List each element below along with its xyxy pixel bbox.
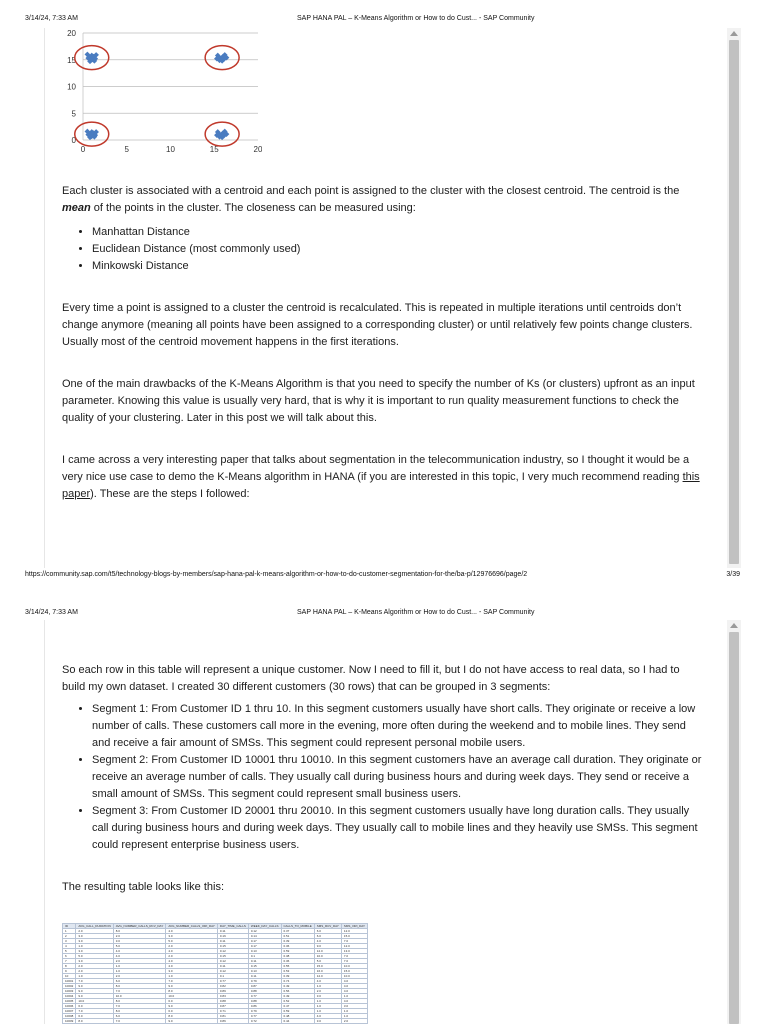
table-header-cell: AVG_CALL_DURATION xyxy=(76,924,113,929)
print-title: SAP HANA PAL – K-Means Algorithm or How to do Cust... - SAP Community xyxy=(297,609,535,616)
table-header-cell: AVG_NUMBER_CALLS_RCV_DAY xyxy=(113,924,166,929)
text-run: Each cluster is associated with a centroid and each point is assigned to the cluster with the closest centroid. The centroid is the xyxy=(62,185,680,197)
table-cell: 1.0 xyxy=(314,999,341,1004)
list-item: • Euclidean Distance (most commonly used) xyxy=(92,241,702,258)
paragraph-centroid xyxy=(62,183,702,217)
table-cell: 0.82 xyxy=(217,984,248,989)
table-cell: 0.86 xyxy=(217,1019,248,1024)
table-cell: 1.0 xyxy=(341,994,367,999)
y-tick-label: 5 xyxy=(71,109,76,119)
customer-data-table xyxy=(62,923,368,1024)
table-cell: 10.0 xyxy=(341,974,367,979)
print-title: SAP HANA PAL – K-Means Algorithm or How to do Cust... - SAP Community xyxy=(297,15,535,22)
table-cell: 0.17 xyxy=(248,944,281,949)
table-cell: 3.0 xyxy=(113,939,166,944)
table-cell: 0.52 xyxy=(281,999,314,1004)
table-cell: 7.0 xyxy=(113,1019,166,1024)
table-cell: 0.12 xyxy=(217,949,248,954)
list-item: • Segment 2: From Customer ID 10001 thru 10010. In this segment customers have an average call duration. They originate or receive an average number of calls. They usually call during business hours and during week days. They send or receive a small amount of SMSs. This segment could represent small business users. xyxy=(92,752,702,803)
table-cell: 10.0 xyxy=(166,994,218,999)
table-cell: 0.47 xyxy=(281,1004,314,1009)
table-cell: 1.0 xyxy=(314,1009,341,1014)
list-item: • Segment 1: From Customer ID 1 thru 10. In this segment customers usually have short calls. They originate or receive a low number of calls. These customers call more in the evening, more often during the weekend and to mobile lines. They send and receive a fair amount of SMSs. This segment could represent personal mobile users. xyxy=(92,701,702,752)
x-tick-label: 20 xyxy=(253,145,262,154)
table-cell: 4.0 xyxy=(341,989,367,994)
y-tick-label: 10 xyxy=(67,82,76,92)
table-header-cell: SMS_ORI_DAY xyxy=(341,924,367,929)
table-cell: 1.0 xyxy=(314,1004,341,1009)
table-cell: 10008 xyxy=(63,1014,76,1019)
table-cell: 0.88 xyxy=(248,989,281,994)
table-cell: 4.0 xyxy=(166,949,218,954)
table-cell: 5.0 xyxy=(166,939,218,944)
table-cell: 4.0 xyxy=(166,959,218,964)
table-cell: 0.15 xyxy=(217,944,248,949)
article-card-edge xyxy=(44,28,45,568)
table-cell: 0.36 xyxy=(281,959,314,964)
table-cell: 0.77 xyxy=(248,1014,281,1019)
table-cell: 0.44 xyxy=(281,1019,314,1024)
table-header-cell: CALLS_TO_MOBILE xyxy=(281,924,314,929)
table-cell: 8.0 xyxy=(166,1014,218,1019)
table-cell: 0.86 xyxy=(248,1004,281,1009)
table-cell: 0.59 xyxy=(281,1009,314,1014)
table-cell: 0.71 xyxy=(217,1009,248,1014)
scrollbar[interactable] xyxy=(727,28,741,568)
table-cell: 0.12 xyxy=(217,969,248,974)
table-cell: 0.16 xyxy=(217,934,248,939)
table-cell: 5.0 xyxy=(76,954,113,959)
table-cell: 7.0 xyxy=(113,1004,166,1009)
table-cell: 0.11 xyxy=(217,929,248,934)
table-cell: 10009 xyxy=(63,1019,76,1024)
table-cell: 2.0 xyxy=(76,929,113,934)
table-cell: 1 xyxy=(63,929,76,934)
scroll-up-arrow-icon[interactable] xyxy=(730,31,738,36)
paragraph-paper xyxy=(62,452,702,503)
x-tick-label: 5 xyxy=(124,145,129,154)
print-header-1 xyxy=(0,12,768,26)
print-datetime: 3/14/24, 7:33 AM xyxy=(25,15,78,22)
kmeans-scatter-chart xyxy=(62,26,262,156)
table-cell: 0.1 xyxy=(248,954,281,959)
table-cell: 10003 xyxy=(63,989,76,994)
table-cell: 3.0 xyxy=(341,1004,367,1009)
table-cell: 8.0 xyxy=(76,1019,113,1024)
table-cell: 7.0 xyxy=(76,1009,113,1014)
table-cell: 0.72 xyxy=(248,1019,281,1024)
table-cell: 12.0 xyxy=(341,929,367,934)
table-cell: 0.88 xyxy=(248,999,281,1004)
list-item: • Segment 3: From Customer ID 20001 thru 20010. In this segment customers usually have long duration calls. They usually call during business hours and during week days. They usually call to mobile lines and they heavily use SMSs. This segment could represent enterprise business users. xyxy=(92,803,702,854)
table-cell: 6.0 xyxy=(166,1009,218,1014)
table-cell: 0.39 xyxy=(281,939,314,944)
table-cell: 3.0 xyxy=(166,934,218,939)
table-cell: 6.0 xyxy=(76,1004,113,1009)
table-cell: 0.79 xyxy=(248,1009,281,1014)
table-cell: 8 xyxy=(63,964,76,969)
table-header-cell: WEEK_DAY_CALLS xyxy=(248,924,281,929)
table-cell: 0.77 xyxy=(248,994,281,999)
table-header-cell: DAY_TIME_CALLS xyxy=(217,924,248,929)
table-cell: 10.0 xyxy=(341,964,367,969)
table-cell: 2.0 xyxy=(113,974,166,979)
table-cell: 10.0 xyxy=(113,994,166,999)
table-cell: 0.89 xyxy=(217,989,248,994)
table-header-cell: ID xyxy=(63,924,76,929)
table-cell: 4.0 xyxy=(314,1014,341,1019)
table-cell: 0.55 xyxy=(281,964,314,969)
table-cell: 4.0 xyxy=(314,979,341,984)
x-tick-label: 15 xyxy=(209,145,219,154)
table-cell: 4.0 xyxy=(341,984,367,989)
print-url: https://community.sap.com/t5/technology-blogs-by-members/sap-hana-pal-k-means-algorithm-or-how-to-do-customer-segmentation-for-the/ba-p/12976696/page/2 xyxy=(25,571,528,578)
table-cell: 3.0 xyxy=(76,939,113,944)
table-cell: 10004 xyxy=(63,994,76,999)
paper-link[interactable]: this paper xyxy=(62,471,700,500)
table-cell: 15.0 xyxy=(341,969,367,974)
table-cell: 0.87 xyxy=(248,984,281,989)
print-datetime: 3/14/24, 7:33 AM xyxy=(25,609,78,616)
table-cell: 1.0 xyxy=(113,969,166,974)
table-cell: 12.0 xyxy=(314,949,341,954)
list-item: • Minkowski Distance xyxy=(92,258,702,275)
table-cell: 0.14 xyxy=(248,934,281,939)
table-cell: 1.0 xyxy=(341,1014,367,1019)
table-cell: 2.0 xyxy=(341,1019,367,1024)
print-footer-1 xyxy=(0,569,768,581)
table-cell: 3.0 xyxy=(76,934,113,939)
table-cell: 8.0 xyxy=(113,1009,166,1014)
table-cell: 0.12 xyxy=(217,959,248,964)
table-cell: 3.0 xyxy=(314,1019,341,1024)
y-tick-label: 20 xyxy=(67,29,76,38)
x-tick-label: 10 xyxy=(166,145,175,154)
table-cell: 9.0 xyxy=(166,1004,218,1009)
table-cell: 0.13 xyxy=(248,969,281,974)
table-header-cell: SMS_RCV_DAY xyxy=(314,924,341,929)
list-item: • Manhattan Distance xyxy=(92,224,702,241)
table-cell: 4.0 xyxy=(166,929,218,934)
table-cell: 0.1 xyxy=(217,974,248,979)
table-header-cell: AVG_NUMBER_CALLS_ORI_DAY xyxy=(166,924,218,929)
table-cell: 6 xyxy=(63,954,76,959)
table-cell: 0.15 xyxy=(217,954,248,959)
table-cell: 2.0 xyxy=(76,964,113,969)
table-cell: 2.0 xyxy=(166,944,218,949)
table-cell: 0.39 xyxy=(281,974,314,979)
table-cell: 10005 xyxy=(63,999,76,1004)
table-cell: 10.0 xyxy=(314,954,341,959)
table-cell: 7.0 xyxy=(76,979,113,984)
table-cell: 1.0 xyxy=(113,964,166,969)
table-cell: 15.0 xyxy=(341,934,367,939)
table-cell: 9.0 xyxy=(76,989,113,994)
print-header-2 xyxy=(0,606,768,620)
table-cell: 8.0 xyxy=(166,989,218,994)
table-cell: 0.12 xyxy=(248,929,281,934)
table-cell: 8.0 xyxy=(113,929,166,934)
table-cell: 10 xyxy=(63,974,76,979)
table-cell: 2.0 xyxy=(76,969,113,974)
scrollbar-thumb[interactable] xyxy=(729,632,739,1024)
table-cell: 9.0 xyxy=(76,994,113,999)
table-cell: 6.0 xyxy=(166,999,218,1004)
x-tick-label: 0 xyxy=(80,145,86,154)
table-cell: 4.0 xyxy=(314,939,341,944)
table-cell: 0.49 xyxy=(281,994,314,999)
table-cell: 2.0 xyxy=(113,934,166,939)
table-cell: 10002 xyxy=(63,984,76,989)
table-cell: 7.0 xyxy=(166,979,218,984)
table-cell: 0.13 xyxy=(248,949,281,954)
table-cell: 0.11 xyxy=(217,964,248,969)
table-cell: 3 xyxy=(63,939,76,944)
table-cell: 0.77 xyxy=(217,979,248,984)
table-cell: 1.0 xyxy=(314,984,341,989)
table-cell: 0.83 xyxy=(217,994,248,999)
table-cell: 0.79 xyxy=(248,979,281,984)
y-tick-label: 15 xyxy=(67,55,76,65)
table-cell: 6.0 xyxy=(113,1014,166,1019)
table-cell: 10007 xyxy=(63,1009,76,1014)
paragraph-dataset: So each row in this table will represent a unique customer. Now I need to fill it, but I do not have access to real data, so I had to build my own dataset. I created 30 different customers (30 rows) that can be grouped in 3 segments: xyxy=(62,664,680,693)
table-cell: 7 xyxy=(63,959,76,964)
table-cell: 1.0 xyxy=(76,944,113,949)
text-run: I came across a very interesting paper that talks about segmentation in the telecommunication industry, so I thought it would be a very nice use case to demo the K-Means algorithm in HANA (if you are interested in this topic, I very much recommend reading xyxy=(62,454,690,483)
table-cell: 9.0 xyxy=(76,984,113,989)
table-cell: 0.11 xyxy=(217,939,248,944)
table-cell: 16.0 xyxy=(314,969,341,974)
table-cell: 6.0 xyxy=(314,934,341,939)
article-body-page-2 xyxy=(62,662,702,896)
table-cell: 10001 xyxy=(63,979,76,984)
table-cell: 13.0 xyxy=(341,949,367,954)
segment-list xyxy=(62,701,702,854)
table-cell: 0.48 xyxy=(281,1014,314,1019)
table-cell: 9 xyxy=(63,969,76,974)
table-cell: 0.51 xyxy=(281,934,314,939)
table-cell: 7.0 xyxy=(341,939,367,944)
table-cell: 1.0 xyxy=(341,1009,367,1014)
table-cell: 5.0 xyxy=(113,944,166,949)
table-cell: 0.74 xyxy=(281,979,314,984)
table-cell: 7.0 xyxy=(113,989,166,994)
paragraph-result: The resulting table looks like this: xyxy=(62,881,225,893)
table-cell: 0.36 xyxy=(281,944,314,949)
table-cell: 1.0 xyxy=(166,974,218,979)
table-cell: 0.59 xyxy=(281,949,314,954)
scrollbar[interactable] xyxy=(727,620,741,1024)
text-run: of the points in the cluster. The closeness can be measured using: xyxy=(90,202,416,214)
table-cell: 6.0 xyxy=(76,1014,113,1019)
table-cell: 1.0 xyxy=(76,974,113,979)
table-cell: 2.0 xyxy=(113,959,166,964)
table-cell: 5 xyxy=(63,949,76,954)
distance-list xyxy=(62,224,702,275)
paragraph-recalculation: Every time a point is assigned to a cluster the centroid is recalculated. This is repeated in multiple iterations until centroids don’t change anymore (meaning all points have been assigned to a corresponding cluster) or until relatively few points change clusters. Usually most of the centroid movement happens in the first iterations. xyxy=(62,302,693,348)
table-cell: 0.53 xyxy=(281,969,314,974)
table-cell: 2 xyxy=(63,934,76,939)
scroll-up-arrow-icon[interactable] xyxy=(730,623,738,628)
table-cell: 4 xyxy=(63,944,76,949)
table-cell: 4.0 xyxy=(341,979,367,984)
table-row xyxy=(63,1019,368,1024)
table-cell: 15.0 xyxy=(314,964,341,969)
table-cell: 7.0 xyxy=(341,959,367,964)
table-cell: 0.49 xyxy=(281,984,314,989)
table-cell: 0.38 xyxy=(281,954,314,959)
table-cell: 3.0 xyxy=(314,994,341,999)
table-cell: 4.0 xyxy=(113,949,166,954)
table-cell: 9.0 xyxy=(166,984,218,989)
table-cell: 6.0 xyxy=(314,929,341,934)
table-cell: 6.0 xyxy=(113,979,166,984)
table-cell: 8.0 xyxy=(113,999,166,1004)
table-cell: 7.0 xyxy=(341,954,367,959)
table-cell: 4.0 xyxy=(341,999,367,1004)
table-cell: 3.0 xyxy=(76,959,113,964)
table-cell: 3.0 xyxy=(166,969,218,974)
table-cell: 0.37 xyxy=(281,929,314,934)
table-cell: 0.81 xyxy=(217,1014,248,1019)
table-cell: 0.15 xyxy=(248,964,281,969)
table-cell: 0.17 xyxy=(248,939,281,944)
table-cell: 0.87 xyxy=(217,1004,248,1009)
table-cell: 4.0 xyxy=(113,954,166,959)
table-cell: 9.0 xyxy=(166,1019,218,1024)
table-cell: 3.0 xyxy=(76,949,113,954)
article-body-page-1 xyxy=(62,183,702,503)
table-cell: 0.56 xyxy=(281,989,314,994)
table-cell: 4.0 xyxy=(166,964,218,969)
table-cell: 12.0 xyxy=(314,974,341,979)
table-cell: 12.0 xyxy=(341,944,367,949)
article-card-edge xyxy=(44,620,45,1024)
table-cell: 5.0 xyxy=(314,959,341,964)
emphasis-mean: mean xyxy=(62,202,91,214)
table-cell: 10.0 xyxy=(76,999,113,1004)
paragraph-drawback: One of the main drawbacks of the K-Means Algorithm is that you need to specify the number of Ks (or clusters) upfront as an input parameter. Knowing this value is usually very hard, that is why it is important to run quality measurement functions to check the quality of your clustering. Later in this post we will talk about this. xyxy=(62,378,695,424)
table-cell: 8.0 xyxy=(113,984,166,989)
print-page-number: 3/39 xyxy=(726,571,740,578)
text-run: ). These are the steps I followed: xyxy=(90,488,250,500)
table-cell: 10006 xyxy=(63,1004,76,1009)
table-cell: 2.0 xyxy=(314,989,341,994)
y-tick-label: 0 xyxy=(71,136,76,145)
table-cell: 0.11 xyxy=(248,959,281,964)
table-cell: 0.88 xyxy=(217,999,248,1004)
table-cell: 0.11 xyxy=(248,974,281,979)
table-cell: 9.0 xyxy=(314,944,341,949)
scrollbar-thumb[interactable] xyxy=(729,40,739,564)
table-cell: 2.0 xyxy=(166,954,218,959)
